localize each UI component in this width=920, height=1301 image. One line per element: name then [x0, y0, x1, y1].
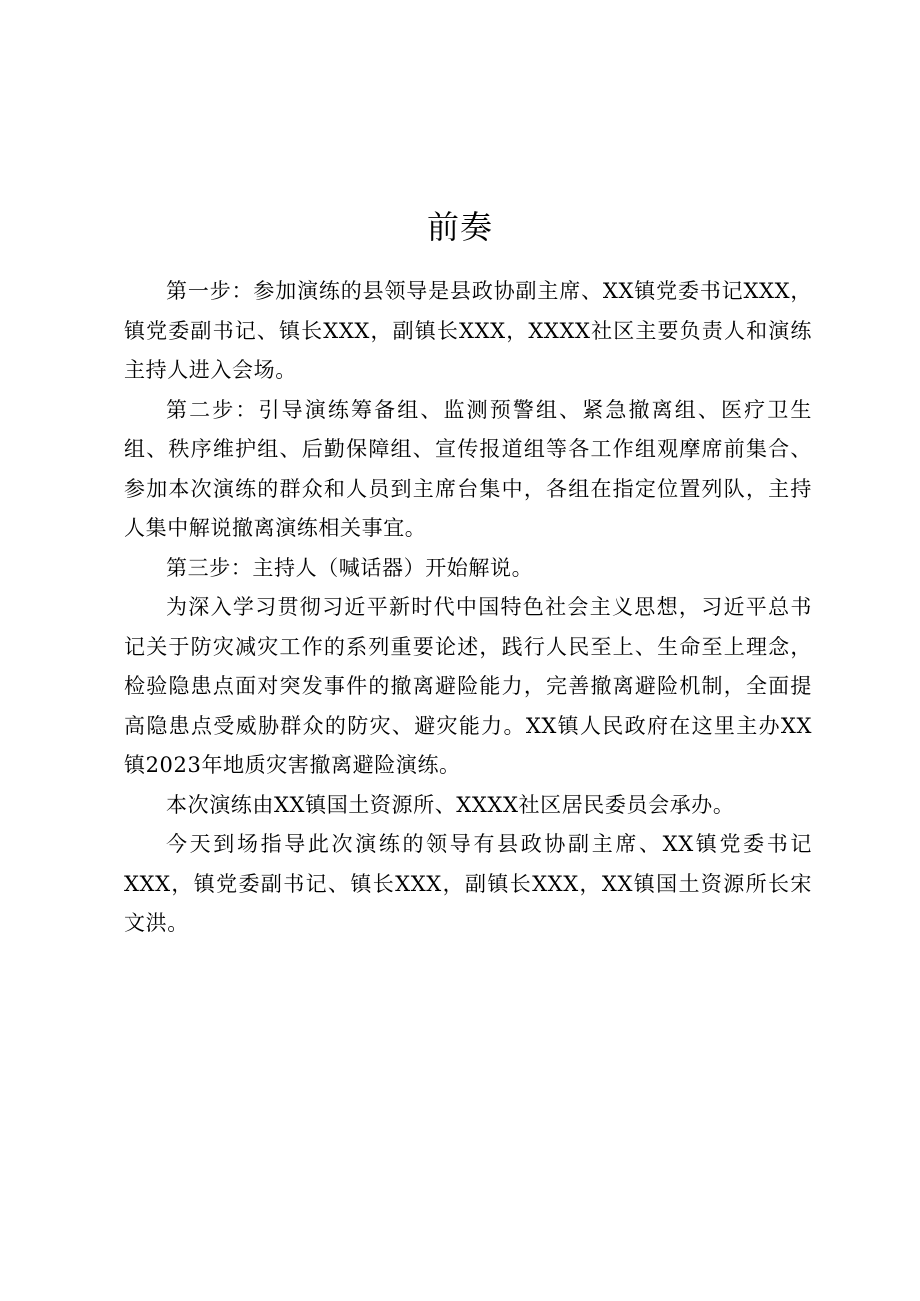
- document-title: 前奏: [426, 208, 493, 246]
- paragraph-step-three: 第三步：主持人（喊话器）开始解说。: [166, 555, 534, 580]
- paragraph-step-one: 第一步：参加演练的县领导是县政协副主席、XX镇党委书记XXX，镇党委副书记、镇长XXX，副镇长XXX，XXXX社区主要负责人和演练主持人进入会场。: [124, 279, 812, 382]
- paragraph-intro-speech: 为深入学习贯彻习近平新时代中国特色社会主义思想，习近平总书记关于防灾减灾工作的系列重要论述，践行人民至上、生命至上理念，检验隐患点面对突发事件的撤离避险能力，完善撤离避险机制，全面提高隐患点受威胁群众的防灾、避灾能力。XX镇人民政府在这里主办XX镇2023年地质灾害撤离避险演练。: [124, 595, 812, 777]
- paragraph-attending-leaders: 今天到场指导此次演练的领导有县政协副主席、XX镇党委书记XXX，镇党委副书记、镇长XXX，副镇长XXX，XX镇国土资源所长宋文洪。: [124, 832, 812, 935]
- paragraph-step-two: 第二步：引导演练筹备组、监测预警组、紧急撤离组、医疗卫生组、秩序维护组、后勤保障组、宣传报道组等各工作组观摩席前集合、参加本次演练的群众和人员到主席台集中，各组在指定位置列队，主持人集中解说撤离演练相关事宜。: [124, 397, 812, 540]
- paragraph-organizers: 本次演练由XX镇国土资源所、XXXX社区居民委员会承办。: [166, 792, 735, 817]
- document-body: [124, 272, 812, 944]
